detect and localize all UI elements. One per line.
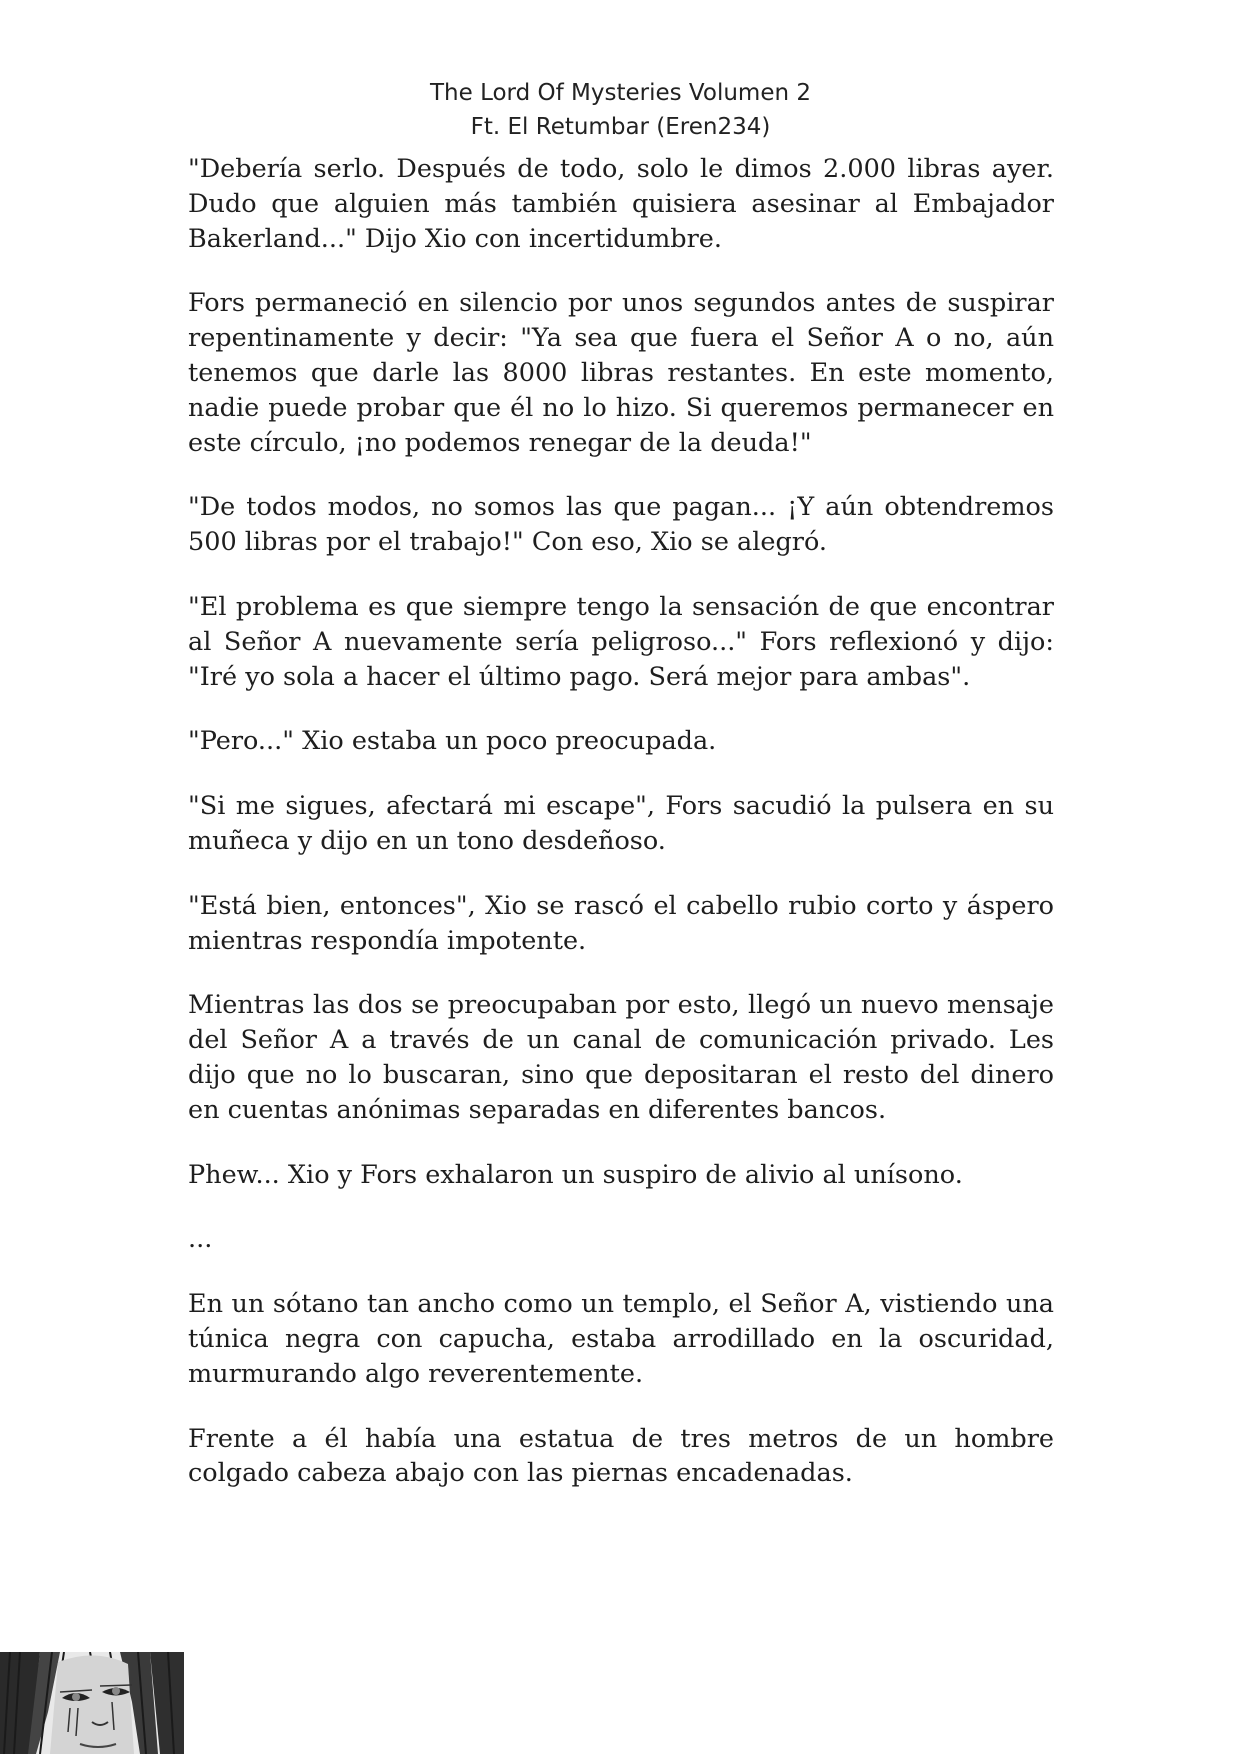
paragraph: Phew... Xio y Fors exhalaron un suspiro de alivio al unísono. — [188, 1159, 963, 1190]
page-header — [0, 76, 1241, 144]
header-subtitle: Ft. El Retumbar (Eren234) — [470, 114, 771, 140]
body-text — [188, 152, 1054, 1521]
paragraph: "Está bien, entonces", Xio se rascó el cabello rubio corto y áspero mientras respondía impotente. — [188, 890, 1054, 956]
paragraph: "De todos modos, no somos las que pagan... ¡Y aún obtendremos 500 libras por el trabajo!" Con eso, Xio se alegró. — [188, 492, 1054, 558]
paragraph: Frente a él había una estatua de tres metros de un hombre colgado cabeza abajo con las piernas encadenadas. — [188, 1423, 1054, 1489]
manga-portrait-icon — [0, 1652, 184, 1754]
paragraph: Mientras las dos se preocupaban por esto, llegó un nuevo mensaje del Señor A a través de un canal de comunicación privado. Les dijo que no lo buscaran, sino que depositaran el resto del dinero en cuentas anónimas separadas en diferentes bancos. — [188, 990, 1054, 1125]
header-title: The Lord Of Mysteries Volumen 2 — [429, 80, 811, 106]
paragraph: Fors permaneció en silencio por unos segundos antes de suspirar repentinamente y decir: "Ya sea que fuera el Señor A o no, aún tenemos que darle las 8000 libras restantes. En este momento, nadie puede probar que él no lo hizo. Si queremos permanecer en este círculo, ¡no podemos renegar de la deuda!" — [188, 288, 1054, 458]
paragraph: "El problema es que siempre tengo la sensación de que encontrar al Señor A nuevamente sería peligroso..." Fors reflexionó y dijo: "Iré yo sola a hacer el último pago. Será mejor para ambas". — [188, 591, 1054, 692]
paragraph: "Si me sigues, afectará mi escape", Fors sacudió la pulsera en su muñeca y dijo en un tono desdeñoso. — [188, 791, 1054, 856]
paragraph: En un sótano tan ancho como un templo, el Señor A, vistiendo una túnica negra con capucha, estaba arrodillado en la oscuridad, murmurando algo reverentemente. — [188, 1289, 1054, 1389]
paragraph: "Debería serlo. Después de todo, solo le dimos 2.000 libras ayer. Dudo que alguien más también quisiera asesinar al Embajador Bakerland..." Dijo Xio con incertidumbre. — [188, 154, 1054, 254]
section-break: ... — [188, 1224, 213, 1255]
paragraph: "Pero..." Xio estaba un poco preocupada. — [188, 726, 717, 757]
